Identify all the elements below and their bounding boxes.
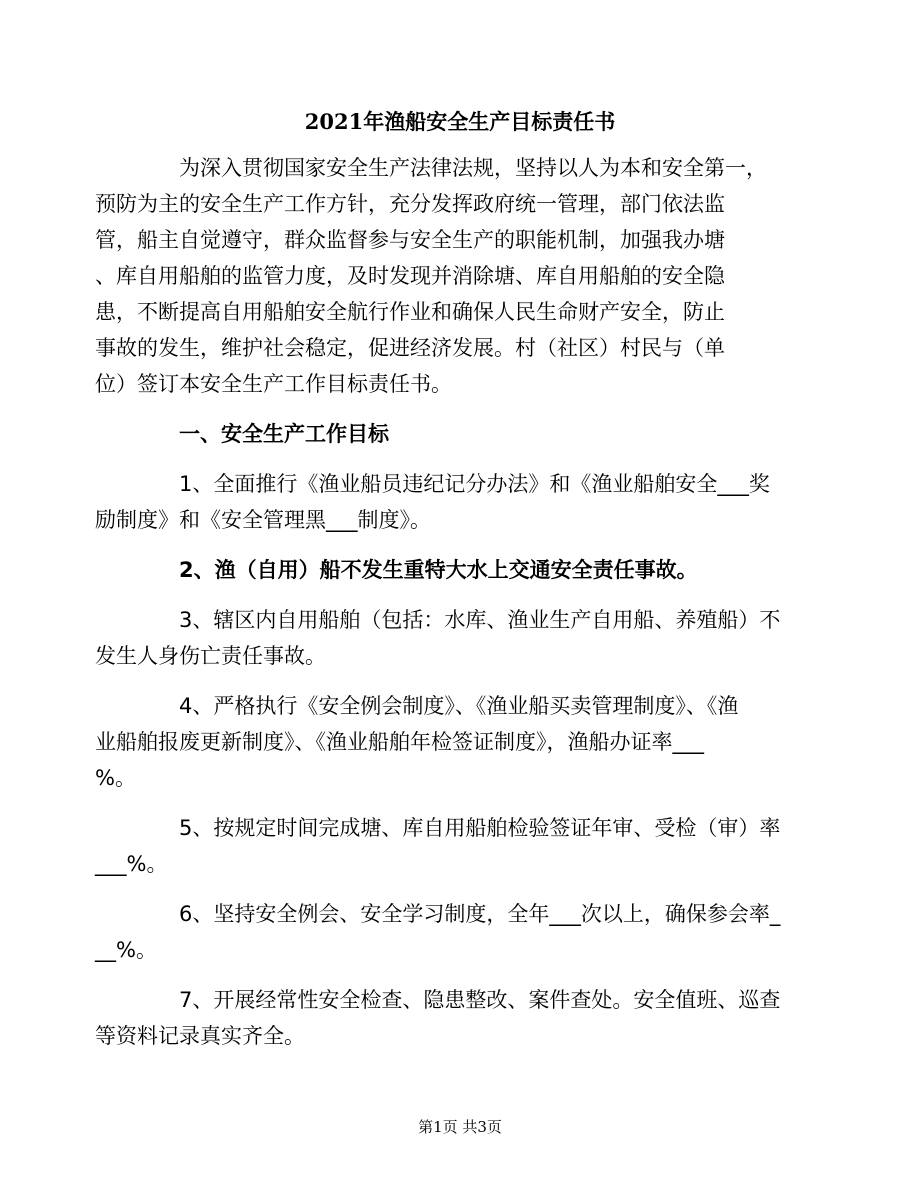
- page-number: 第1页 共3页: [418, 1118, 502, 1136]
- list-item: [95, 810, 787, 882]
- text-line: 事故的发生，维护社会稳定，促进经济发展。村（社区）村民与（单: [95, 336, 725, 360]
- text-line: 6、坚持安全例会、安全学习制度，全年___次以上，确保参会率_: [179, 902, 781, 926]
- list-item: [95, 466, 787, 538]
- text-line: 业船舶报废更新制度》、《渔业船舶年检签证制度》，渔船办证率___: [95, 730, 704, 754]
- text-line: 励制度》和《安全管理黑___制度》。: [95, 508, 431, 532]
- text-line: 5、按规定时间完成塘、库自用船舶检验签证年审、受检（审）率: [179, 816, 781, 840]
- section-heading: 一、安全生产工作目标: [179, 422, 389, 446]
- text-line: 3、辖区内自用船舶（包括：水库、渔业生产自用船、养殖船）不: [179, 608, 781, 632]
- document-body: [95, 150, 787, 1054]
- list-item: [95, 896, 787, 968]
- text-line: 、库自用船舶的监管力度，及时发现并消除塘、库自用船舶的安全隐: [95, 264, 725, 288]
- text-line: 患，不断提高自用船舶安全航行作业和确保人民生命财产安全，防止: [95, 300, 725, 324]
- list-item: 2、渔（自用）船不发生重特大水上交通安全责任事故。: [179, 558, 698, 582]
- text-line: 预防为主的安全生产工作方针，充分发挥政府统一管理，部门依法监: [95, 192, 725, 216]
- text-line: 位）签订本安全生产工作目标责任书。: [95, 372, 452, 396]
- text-line: __%。: [95, 938, 157, 962]
- text-line: 4、严格执行《安全例会制度》、《渔业船买卖管理制度》、《渔: [179, 694, 739, 718]
- list-item: [95, 688, 787, 796]
- text-line: 管，船主自觉遵守，群众监督参与安全生产的职能机制，加强我办塘: [95, 228, 725, 252]
- document-title: 2021年渔船安全生产目标责任书: [304, 109, 616, 134]
- text-line: %。: [95, 766, 136, 790]
- text-line: 等资料记录真实齐全。: [95, 1024, 305, 1048]
- text-line: 为深入贯彻国家安全生产法律法规，坚持以人为本和安全第一，: [179, 156, 767, 180]
- list-item: [95, 982, 787, 1054]
- text-line: ___%。: [95, 852, 168, 876]
- intro-paragraph: [95, 150, 787, 402]
- list-item: [95, 602, 787, 674]
- text-line: 1、全面推行《渔业船员违纪记分办法》和《渔业船舶安全___奖: [179, 472, 770, 496]
- text-line: 发生人身伤亡责任事故。: [95, 644, 326, 668]
- text-line: 7、开展经常性安全检查、隐患整改、案件查处。安全值班、巡查: [179, 988, 781, 1012]
